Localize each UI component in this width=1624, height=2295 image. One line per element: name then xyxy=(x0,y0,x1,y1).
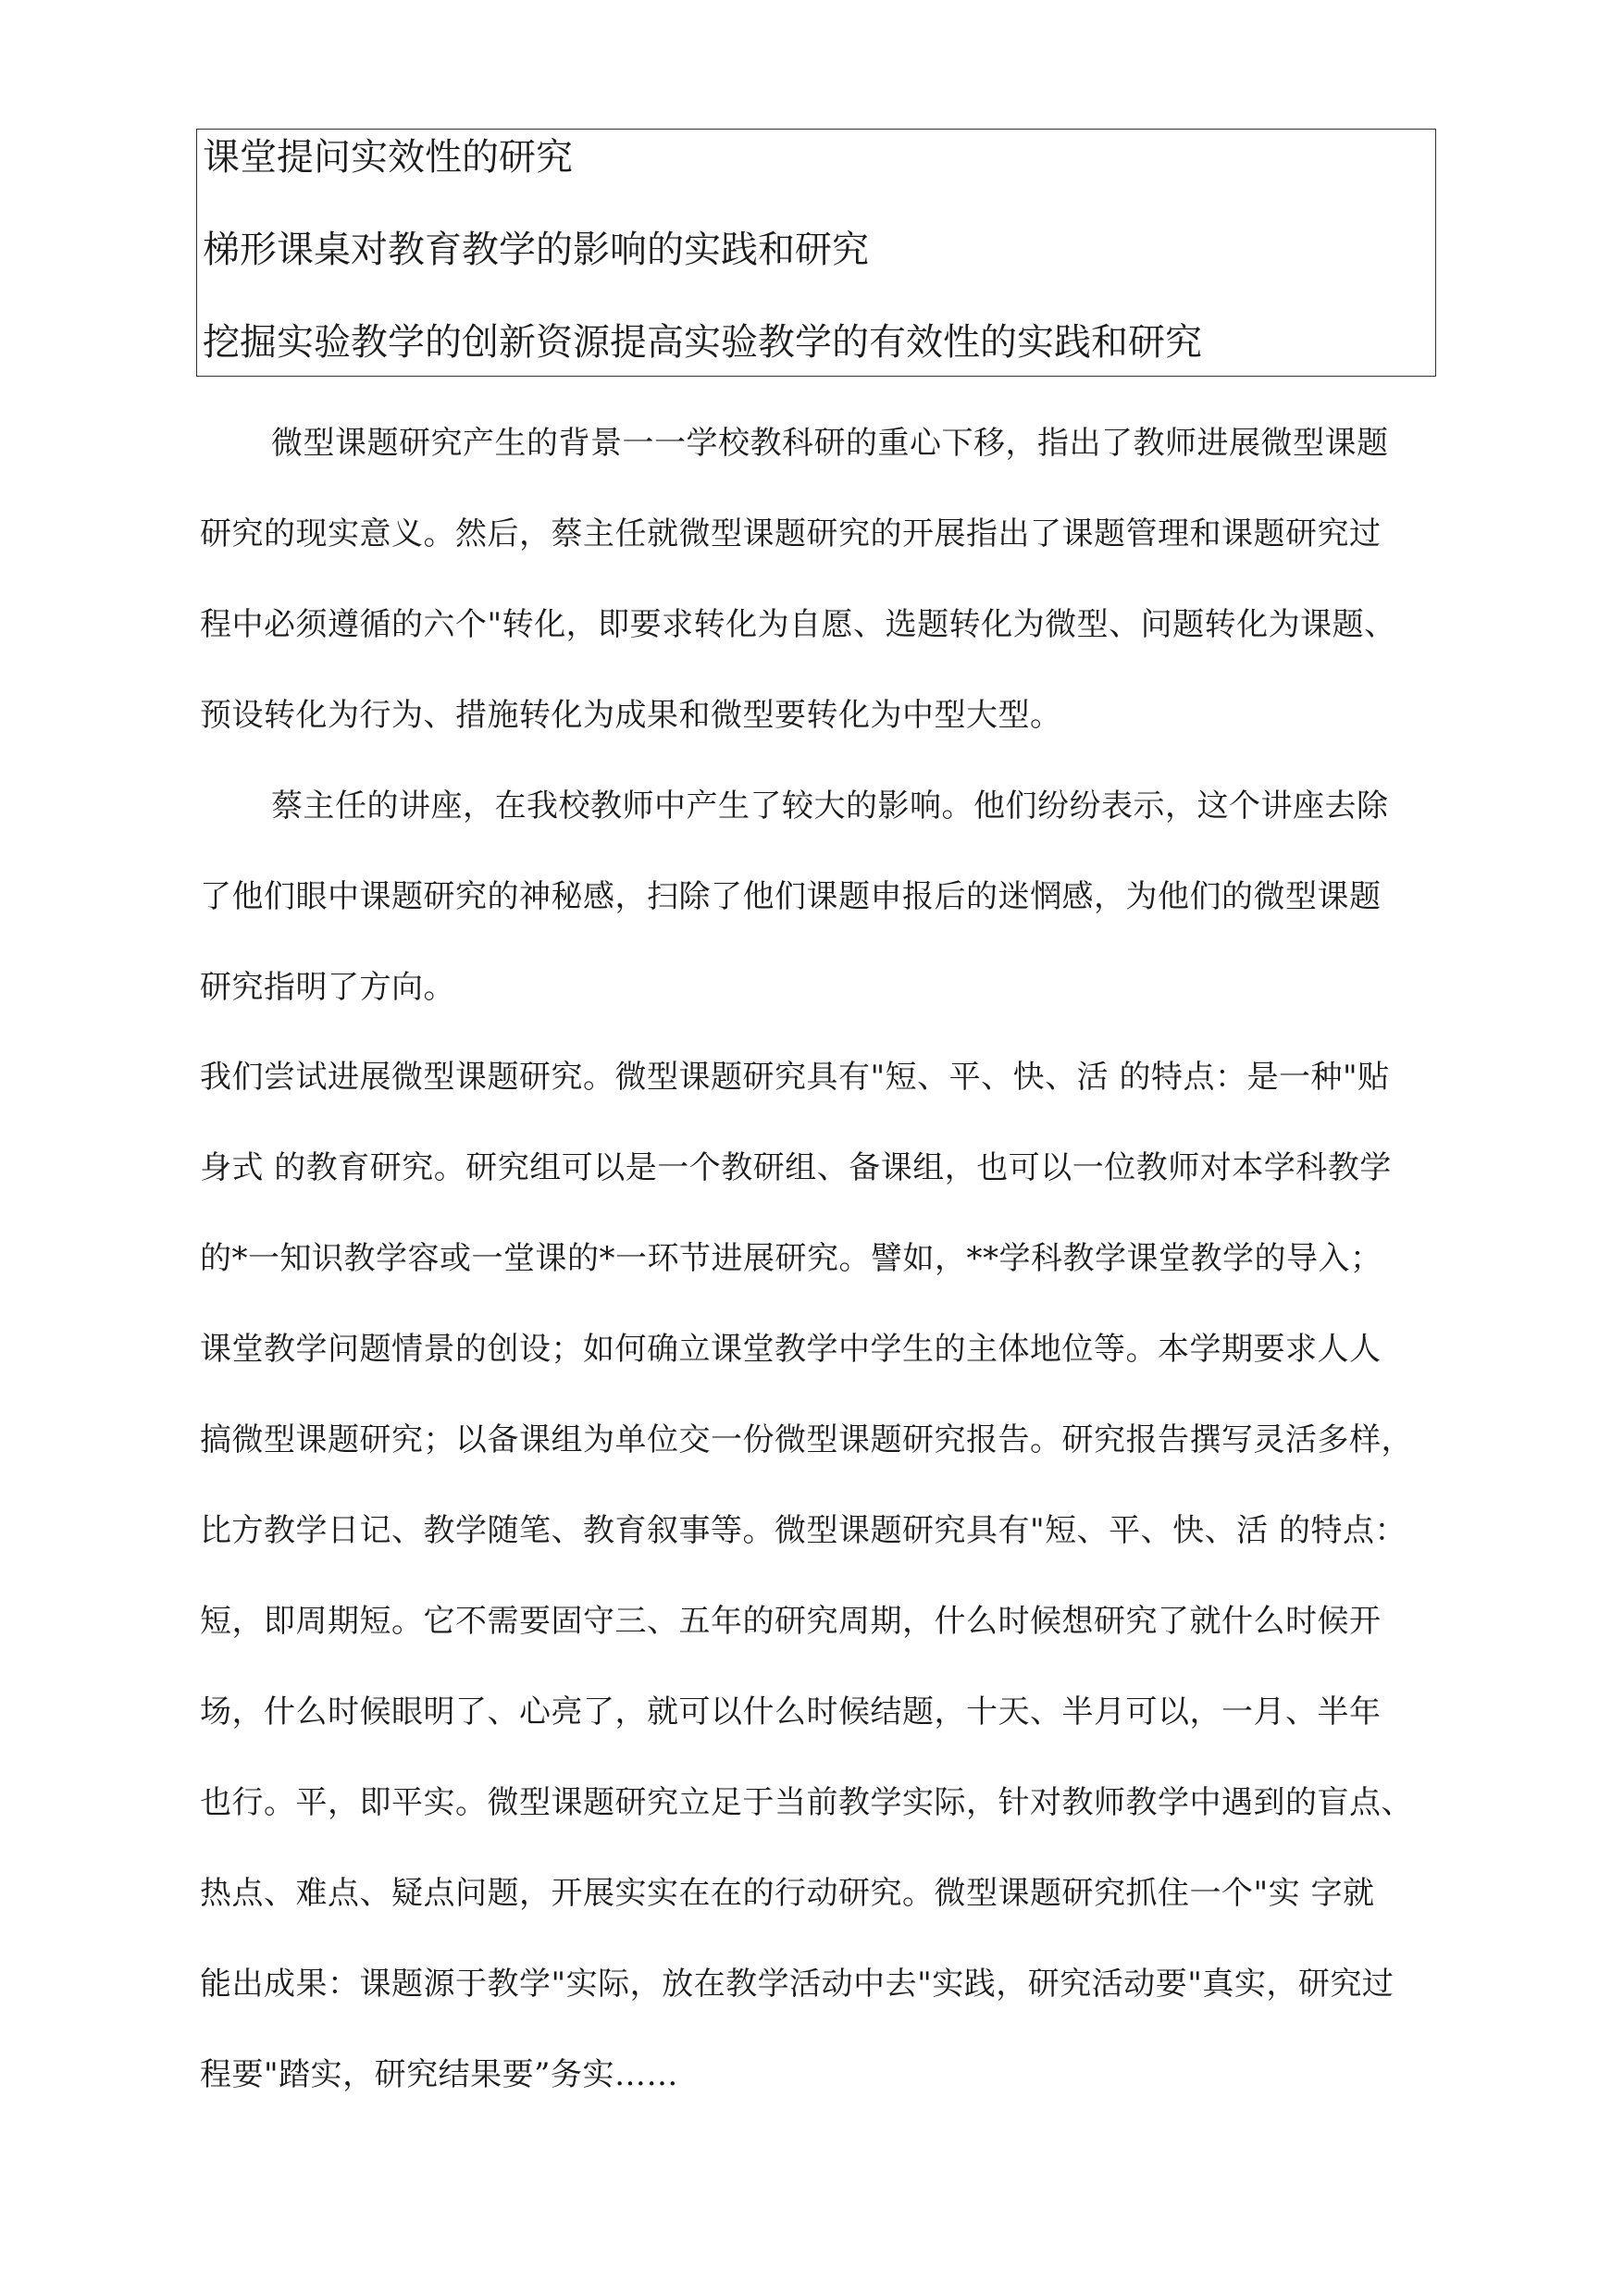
paragraph-line: 搞微型课题研究；以备课组为单位交一份微型课题研究报告。研究报告撰写灵活多样， xyxy=(200,1421,1413,1458)
paragraph-line: 程中必须遵循的六个"转化，即要求转化为自愿、选题转化为微型、问题转化为课题、 xyxy=(200,606,1396,643)
paragraph-line: 了他们眼中课题研究的神秘感，扫除了他们课题申报后的迷惘感，为他们的微型课题 xyxy=(200,878,1382,915)
paragraph-line: 热点、难点、疑点问题，开展实实在在的行动研究。微型课题研究抓住一个"实 字就 xyxy=(200,1875,1375,1912)
paragraph-line: 程要"踏实，研究结果要”务实…… xyxy=(200,2056,679,2093)
topic-item: 挖掘实验教学的创新资源提高实验教学的有效性的实践和研究 xyxy=(203,321,1202,364)
topic-item: 课堂提问实效性的研究 xyxy=(203,136,573,179)
paragraph-line: 的*一知识教学容或一堂课的*一环节进展研究。譬如，**学科教学课堂教学的导入； xyxy=(200,1240,1382,1277)
paragraph-line: 也行。平，即平实。微型课题研究立足于当前教学实际，针对教师教学中遇到的盲点、 xyxy=(200,1784,1413,1821)
paragraph-line: 蔡主任的讲座，在我校教师中产生了较大的影响。他们纷纷表示，这个讲座去除 xyxy=(271,788,1389,825)
topic-item: 梯形课桌对教育教学的影响的实践和研究 xyxy=(203,229,869,271)
paragraph-line: 我们尝试进展微型课题研究。微型课题研究具有"短、平、快、活 的特点：是一种"贴 xyxy=(200,1059,1390,1096)
topic-list-box xyxy=(196,129,1436,377)
paragraph-line: 能出成果：课题源于教学"实际，放在教学活动中去"实践，研究活动要"真实，研究过 xyxy=(200,1966,1395,2003)
paragraph-line: 比方教学日记、教学随笔、教育叙事等。微型课题研究具有"短、平、快、活 的特点： xyxy=(200,1512,1407,1549)
paragraph-line: 身式 的教育研究。研究组可以是一个教研组、备课组，也可以一位教师对本学科教学 xyxy=(200,1149,1392,1186)
paragraph-line: 短，即周期短。它不需要固守三、五年的研究周期，什么时候想研究了就什么时候开 xyxy=(200,1603,1382,1640)
paragraph-line: 研究的现实意义。然后，蔡主任就微型课题研究的开展指出了课题管理和课题研究过 xyxy=(200,515,1382,552)
paragraph-line: 课堂教学问题情景的创设；如何确立课堂教学中学生的主体地位等。本学期要求人人 xyxy=(200,1331,1382,1368)
paragraph-line: 预设转化为行为、措施转化为成果和微型要转化为中型大型。 xyxy=(200,697,1062,734)
paragraph-line: 场，什么时候眼明了、心亮了，就可以什么时候结题，十天、半月可以，一月、半年 xyxy=(200,1693,1382,1731)
paragraph-line: 微型课题研究产生的背景一一学校教科研的重心下移，指出了教师进展微型课题 xyxy=(271,425,1389,462)
paragraph-line: 研究指明了方向。 xyxy=(200,969,455,1006)
